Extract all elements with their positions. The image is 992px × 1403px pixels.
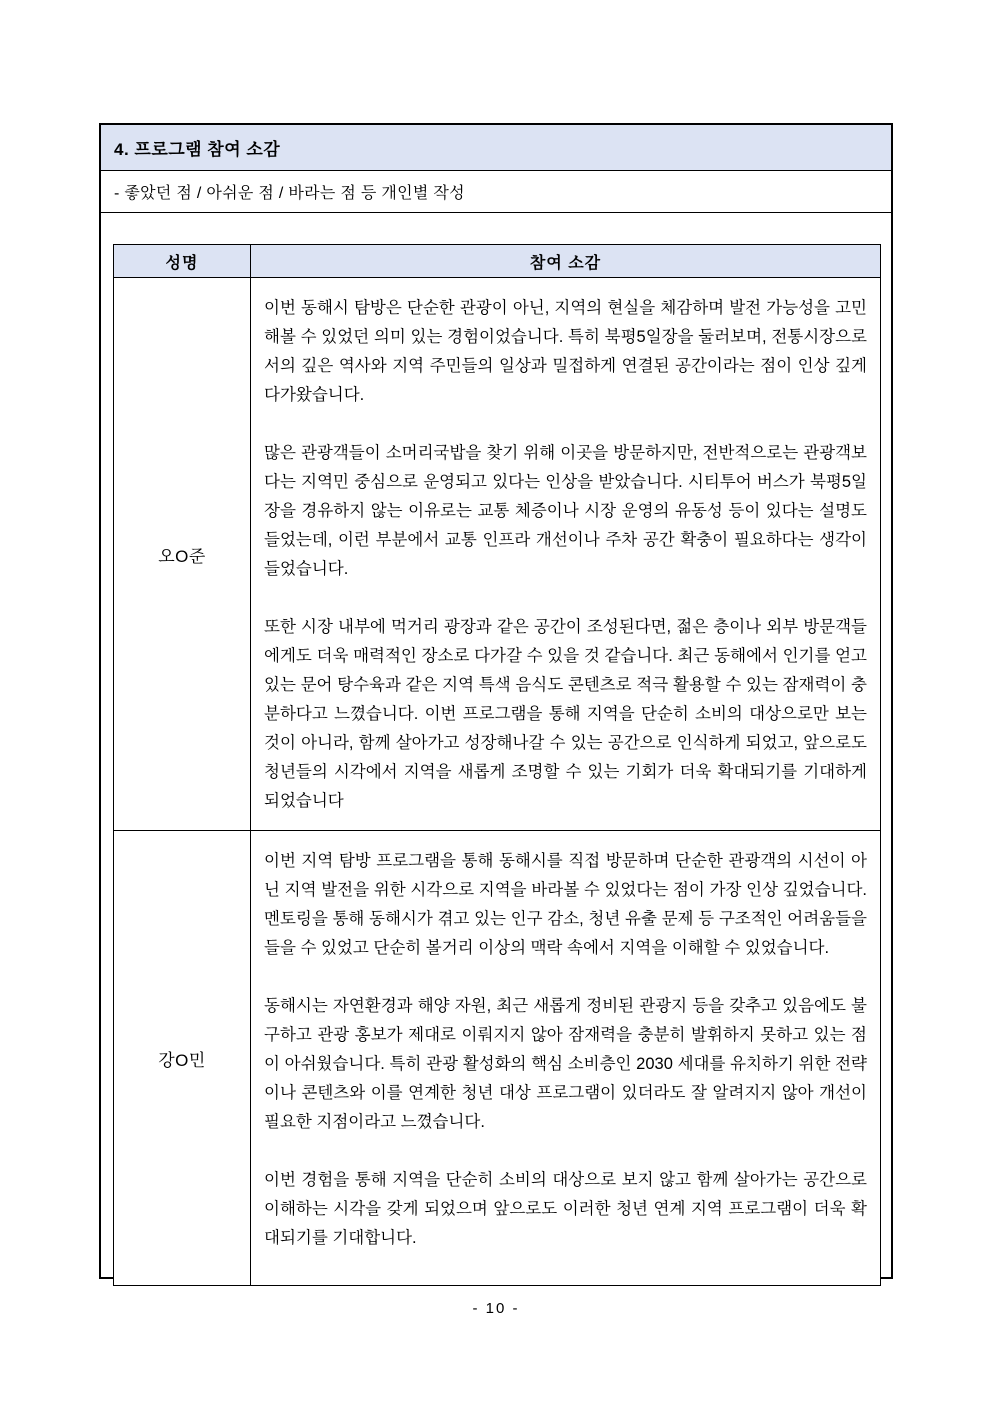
section-body xyxy=(101,213,891,1292)
feedback-paragraph: 또한 시장 내부에 먹거리 광장과 같은 공간이 조성된다면, 젊은 층이나 외부 방문객들에게도 더욱 매력적인 장소로 다가갈 수 있을 것 같습니다. 최근 동해에서 인기를 얻고 있는 문어 탕수육과 같은 지역 특색 음식도 콘텐츠로 적극 활용할 수 있는 잠재력이 충분하다고 느꼈습니다. 이번 프로그램을 통해 지역을 단순히 소비의 대상으로만 보는 것이 아니라, 함께 살아가고 성장해나갈 수 있는 공간으로 인식하게 되었고, 앞으로도 청년들의 시각에서 지역을 새롭게 조명할 수 있는 기회가 더욱 확대되기를 기대하게 되었습니다 xyxy=(264,618,867,810)
program-feedback-section xyxy=(99,123,893,1279)
table-header-row xyxy=(114,245,881,278)
participant-feedback xyxy=(251,831,881,1286)
page-number: - 10 - xyxy=(472,1300,520,1317)
feedback-paragraph: 이번 지역 탐방 프로그램을 통해 동해시를 직접 방문하며 단순한 관광객의 시선이 아닌 지역 발전을 위한 시각으로 지역을 바라볼 수 있었다는 점이 가장 인상 깊었습니다. 멘토링을 통해 동해시가 겪고 있는 인구 감소, 청년 유출 문제 등 구조적인 어려움들을 들을 수 있었고 단순히 볼거리 이상의 맥락 속에서 지역을 이해할 수 있었습니다. xyxy=(264,852,867,957)
section-title: 4. 프로그램 참여 소감 xyxy=(101,125,891,171)
section-subtitle: - 좋았던 점 / 아쉬운 점 / 바라는 점 등 개인별 작성 xyxy=(101,171,891,213)
feedback-paragraph: 많은 관광객들이 소머리국밥을 찾기 위해 이곳을 방문하지만, 전반적으로는 관광객보다는 지역민 중심으로 운영되고 있다는 인상을 받았습니다. 시티투어 버스가 북평5일장을 경유하지 않는 이유로는 교통 체증이나 시장 운영의 유동성 등이 있다는 설명도 들었는데, 이런 부분에서 교통 인프라 개선이나 주차 공간 확충이 필요하다는 생각이 들었습니다. xyxy=(264,444,867,578)
feedback-paragraph: 동해시는 자연환경과 해양 자원, 최근 새롭게 정비된 관광지 등을 갖추고 있음에도 불구하고 관광 홍보가 제대로 이뤄지지 않아 잠재력을 충분히 발휘하지 못하고 있는 점이 아쉬웠습니다. 특히 관광 활성화의 핵심 소비층인 2030 세대를 유치하기 위한 전략이나 콘텐츠와 이를 연계한 청년 대상 프로그램이 있더라도 잘 알려지지 않아 개선이 필요한 지점이라고 느꼈습니다. xyxy=(264,997,867,1131)
table-row xyxy=(114,278,881,831)
participant-name: 오O준 xyxy=(114,278,251,831)
participant-name: 강O민 xyxy=(114,831,251,1286)
feedback-paragraph: 이번 동해시 탐방은 단순한 관광이 아닌, 지역의 현실을 체감하며 발전 가능성을 고민해볼 수 있었던 의미 있는 경험이었습니다. 특히 북평5일장을 둘러보며, 전통시장으로서의 깊은 역사와 지역 주민들의 일상과 밀접하게 연결된 공간이라는 점이 인상 깊게 다가왔습니다. xyxy=(264,299,867,404)
column-header-name: 성명 xyxy=(114,245,251,278)
participant-feedback xyxy=(251,278,881,831)
feedback-paragraph: 이번 경험을 통해 지역을 단순히 소비의 대상으로 보지 않고 함께 살아가는 공간으로 이해하는 시각을 갖게 되었으며 앞으로도 이러한 청년 연계 지역 프로그램이 더욱 확대되기를 기대합니다. xyxy=(264,1171,867,1247)
column-header-feedback: 참여 소감 xyxy=(251,245,881,278)
feedback-table xyxy=(113,244,881,1286)
table-row xyxy=(114,831,881,1286)
